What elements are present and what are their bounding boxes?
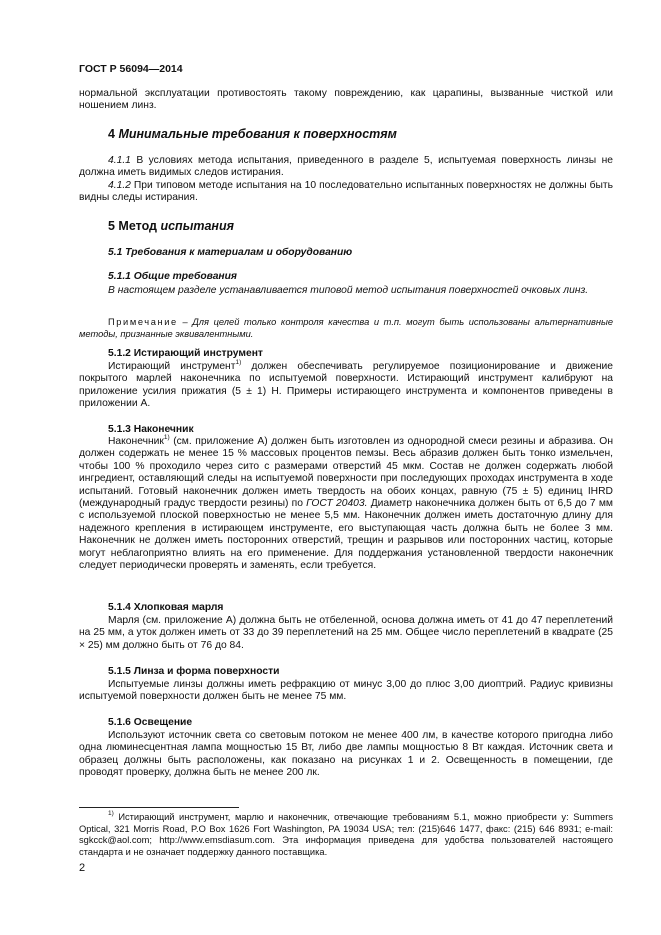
section-5-title — [108, 219, 234, 233]
intro-paragraph: нормальной эксплуатации противостоять такому повреждению, как царапины, вызванные чисткой или ношением линз. — [79, 88, 613, 112]
note-label: Примечание — [108, 317, 178, 327]
footnote-text: Истирающий инструмент, марлю и наконечник, отвечающие требованиям 5.1, можно приобрести у: Summers Optical, 321 Morris Road, P.O Box 1626 Fort Washington, PA 19034 USA; тел: (215)646 1477, факс: (215) 646 8931; e-mail: sgkcck@aol.com; http://www.emsdiasum.com. Эта информация приведена для удобства пользователей настоящего стандарта и не означает поддержку данного поставщика. — [79, 812, 613, 857]
footnote-ref: 1) — [235, 359, 242, 366]
document-code: ГОСТ Р 56094—2014 — [79, 63, 183, 75]
paragraph-5-1-6: Используют источник света со световым потоком не менее 400 лм, в качестве которого пригодна либо одна люминесцентная лампа мощностью 15 Вт, либо две лампы мощностью 8 Вт каждая. Источник света и образец должны быть расположены, как показано на рисунках 1 и 2. Освещенность в помещении, где проводят проверку, должна быть не менее 200 лк. — [79, 730, 613, 779]
standard-reference: ГОСТ 20403. — [306, 498, 368, 510]
clause-text: (см. приложение А) должен быть изготовлен из однородной смеси резины и абразива. Он должен содержать не менее 15 % массовых процентов пемзы. Весь абразив должен быть тонко измельчен, чтобы 100 % проходило через сито с размерами отверстий 45 мкм. Состав не должен содержать любой ингредиент, оставляющий следы на испытуемой поверхности при последующих проходах инструмента в ходе испытаний. Готовый наконечник должен иметь твердость на обоих концах, равную (75 ± 5) единиц IHRD (международный градус твердости резины) по — [79, 436, 613, 510]
section-5-1-1-title-text: 5.1.1 Общие требования — [108, 271, 237, 282]
section-4-number: 4 — [108, 127, 119, 141]
clause-text: Диаметр наконечника должен быть от 6,5 до 7 мм с используемой плоской поверхностью не менее 5,5 мм. Наконечник должен иметь достаточную длину для надежного крепления в истирающем инструменте, его выступающая часть должна быть не более 3 мм. Наконечник не должен иметь посторонних отверстий, трещин и разрывов или посторонних частиц, которые могут неблагоприятно влиять на его применение. Для поддержания установленной твердости наконечник следует периодически проверять и заменять, если требуется. — [79, 498, 613, 572]
clause-number: 4.1.2 — [108, 180, 131, 191]
note-text: – Для целей только контроля качества и т.п. могут быть использованы альтернативные методы, признанные эквивалентными. — [79, 317, 613, 339]
paragraph-4-1-1 — [79, 155, 613, 180]
paragraph-5-1-1: В настоящем разделе устанавливается типовой метод испытания поверхностей очковых линз. — [108, 285, 589, 296]
section-5-1-4-title: 5.1.4 Хлопковая марля — [108, 602, 224, 613]
clause-number: 4.1.1 — [108, 155, 131, 166]
section-5-title-text: испытания — [160, 219, 234, 233]
clause-text: При типовом методе испытания на 10 последовательно испытанных поверхностях не должны быть видны следы истирания. — [79, 180, 613, 204]
footnote-mark: 1) — [108, 810, 114, 817]
section-5-1-5-title: 5.1.5 Линза и форма поверхности — [108, 666, 280, 677]
clause-text: Истирающий инструмент — [108, 361, 236, 372]
section-5-1-3-title: 5.1.3 Наконечник — [108, 424, 194, 435]
paragraph-5-1-2 — [79, 361, 613, 411]
footnote-ref: 1) — [163, 434, 170, 441]
footnote — [79, 812, 613, 858]
section-5-1-2-title: 5.1.2 Истирающий инструмент — [108, 348, 263, 359]
paragraph-5-1-5: Испытуемые линзы должны иметь рефракцию от минус 3,00 до плюс 3,00 диоптрий. Радиус кривизны испытуемой поверхности должен быть не менее 75 мм. — [79, 679, 613, 703]
section-5-number: 5 Метод — [108, 219, 161, 233]
footnote-separator — [79, 807, 239, 808]
section-5-1-6-title: 5.1.6 Освещение — [108, 717, 193, 728]
clause-text: должен обеспечивать регулируемое позиционирование и движение покрытого марлей наконечника по испытуемой поверхности. Истирающий инструмент калибруют на приложение усилия прижатия (5 ± 1) Н. Примеры истирающего инструмента и компонентов приведены в приложении А. — [79, 361, 614, 410]
paragraph-4-1-2 — [79, 180, 613, 205]
paragraph-5-1-3 — [79, 436, 613, 572]
section-4-title-text: Минимальные требования к поверхностям — [118, 127, 397, 141]
page-number: 2 — [79, 862, 86, 874]
note-paragraph — [79, 317, 613, 340]
clause-text: В условиях метода испытания, приведенного в разделе 5, испытуемая поверхность линзы не должна иметь видимых следов истирания. — [79, 155, 613, 179]
section-5-1-title — [108, 247, 352, 258]
section-5-1-1-title — [108, 271, 237, 282]
paragraph-5-1-4: Марля (см. приложение А) должна быть не отбеленной, основа должна иметь от 41 до 47 переплетений на 25 мм, а уток должен иметь от 33 до 39 переплетений на 25 мм. Общее число переплетений в квадрате (25 × 25) мм должно быть от 76 до 84. — [79, 615, 613, 651]
clause-text: Наконечник — [108, 436, 164, 447]
section-5-1-title-text: 5.1 Требования к материалам и оборудованию — [108, 247, 353, 258]
section-4-title — [108, 127, 397, 141]
